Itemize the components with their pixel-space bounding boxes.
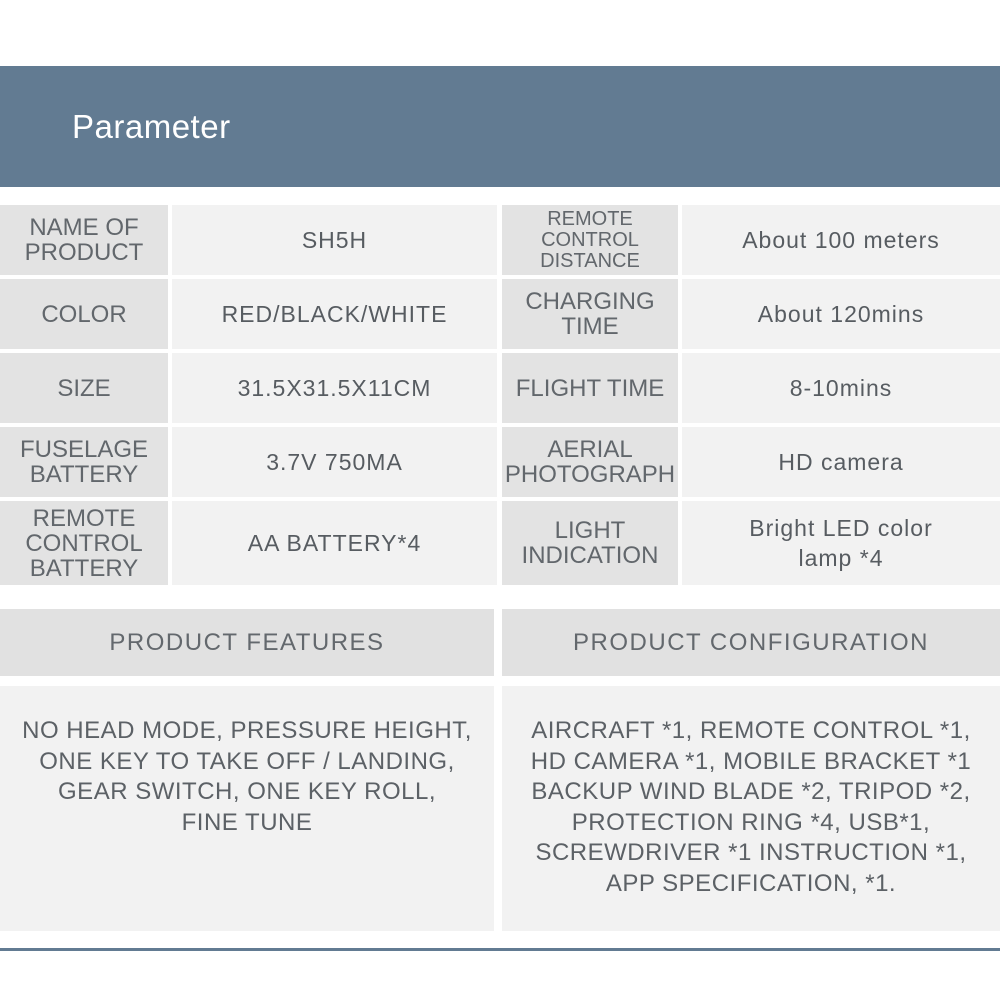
configuration-line: AIRCRAFT *1, REMOTE CONTROL *1, <box>531 717 971 744</box>
spec-label-name-of-product: NAME OF PRODUCT <box>0 205 168 275</box>
spec-label-light-indication: LIGHT INDICATION <box>502 501 678 585</box>
spec-value-aerial-photograph: HD camera <box>682 427 1000 497</box>
product-features-text <box>0 686 494 931</box>
spec-value-name-of-product: SH5H <box>172 205 497 275</box>
spec-label-fuselage-battery: FUSELAGE BATTERY <box>0 427 168 497</box>
spec-value-fuselage-battery: 3.7V 750MA <box>172 427 497 497</box>
bottom-divider <box>0 948 1000 951</box>
spec-label-remote-control-distance: REMOTE CONTROL DISTANCE <box>502 205 678 275</box>
configuration-line: PROTECTION RING *4, USB*1, <box>571 808 931 836</box>
spec-label-remote-control-battery: REMOTE CONTROL BATTERY <box>0 501 168 585</box>
configuration-line: BACKUP WIND BLADE *2, TRIPOD *2, <box>531 778 971 805</box>
spec-value-charging-time: About 120mins <box>682 279 1000 349</box>
feature-line: ONE KEY TO TAKE OFF / LANDING, <box>39 747 455 775</box>
feature-line: FINE TUNE <box>181 808 313 836</box>
spec-value-light-indication: Bright LED color lamp *4 <box>682 501 1000 585</box>
product-features-heading: PRODUCT FEATURES <box>0 609 494 676</box>
spec-value-flight-time: 8-10mins <box>682 353 1000 423</box>
spec-label-charging-time: CHARGING TIME <box>502 279 678 349</box>
spec-label-flight-time: FLIGHT TIME <box>502 353 678 423</box>
configuration-line: SCREWDRIVER *1 INSTRUCTION *1, <box>535 839 967 866</box>
page-title: Parameter <box>72 108 231 145</box>
feature-line: GEAR SWITCH, ONE KEY ROLL, <box>58 778 436 805</box>
spec-value-color: RED/BLACK/WHITE <box>172 279 497 349</box>
configuration-line: HD CAMERA *1, MOBILE BRACKET *1 <box>530 747 972 775</box>
feature-line: NO HEAD MODE, PRESSURE HEIGHT, <box>22 717 472 744</box>
spec-value-size: 31.5X31.5X11CM <box>172 353 497 423</box>
parameter-header <box>0 66 1000 187</box>
spec-label-size: SIZE <box>0 353 168 423</box>
product-configuration-text <box>502 686 1000 931</box>
spec-label-color: COLOR <box>0 279 168 349</box>
product-configuration-heading: PRODUCT CONFIGURATION <box>502 609 1000 676</box>
configuration-line: APP SPECIFICATION, *1. <box>605 869 897 897</box>
spec-label-aerial-photograph: AERIAL PHOTOGRAPH <box>502 427 678 497</box>
spec-value-remote-control-distance: About 100 meters <box>682 205 1000 275</box>
spec-value-remote-control-battery: AA BATTERY*4 <box>172 501 497 585</box>
